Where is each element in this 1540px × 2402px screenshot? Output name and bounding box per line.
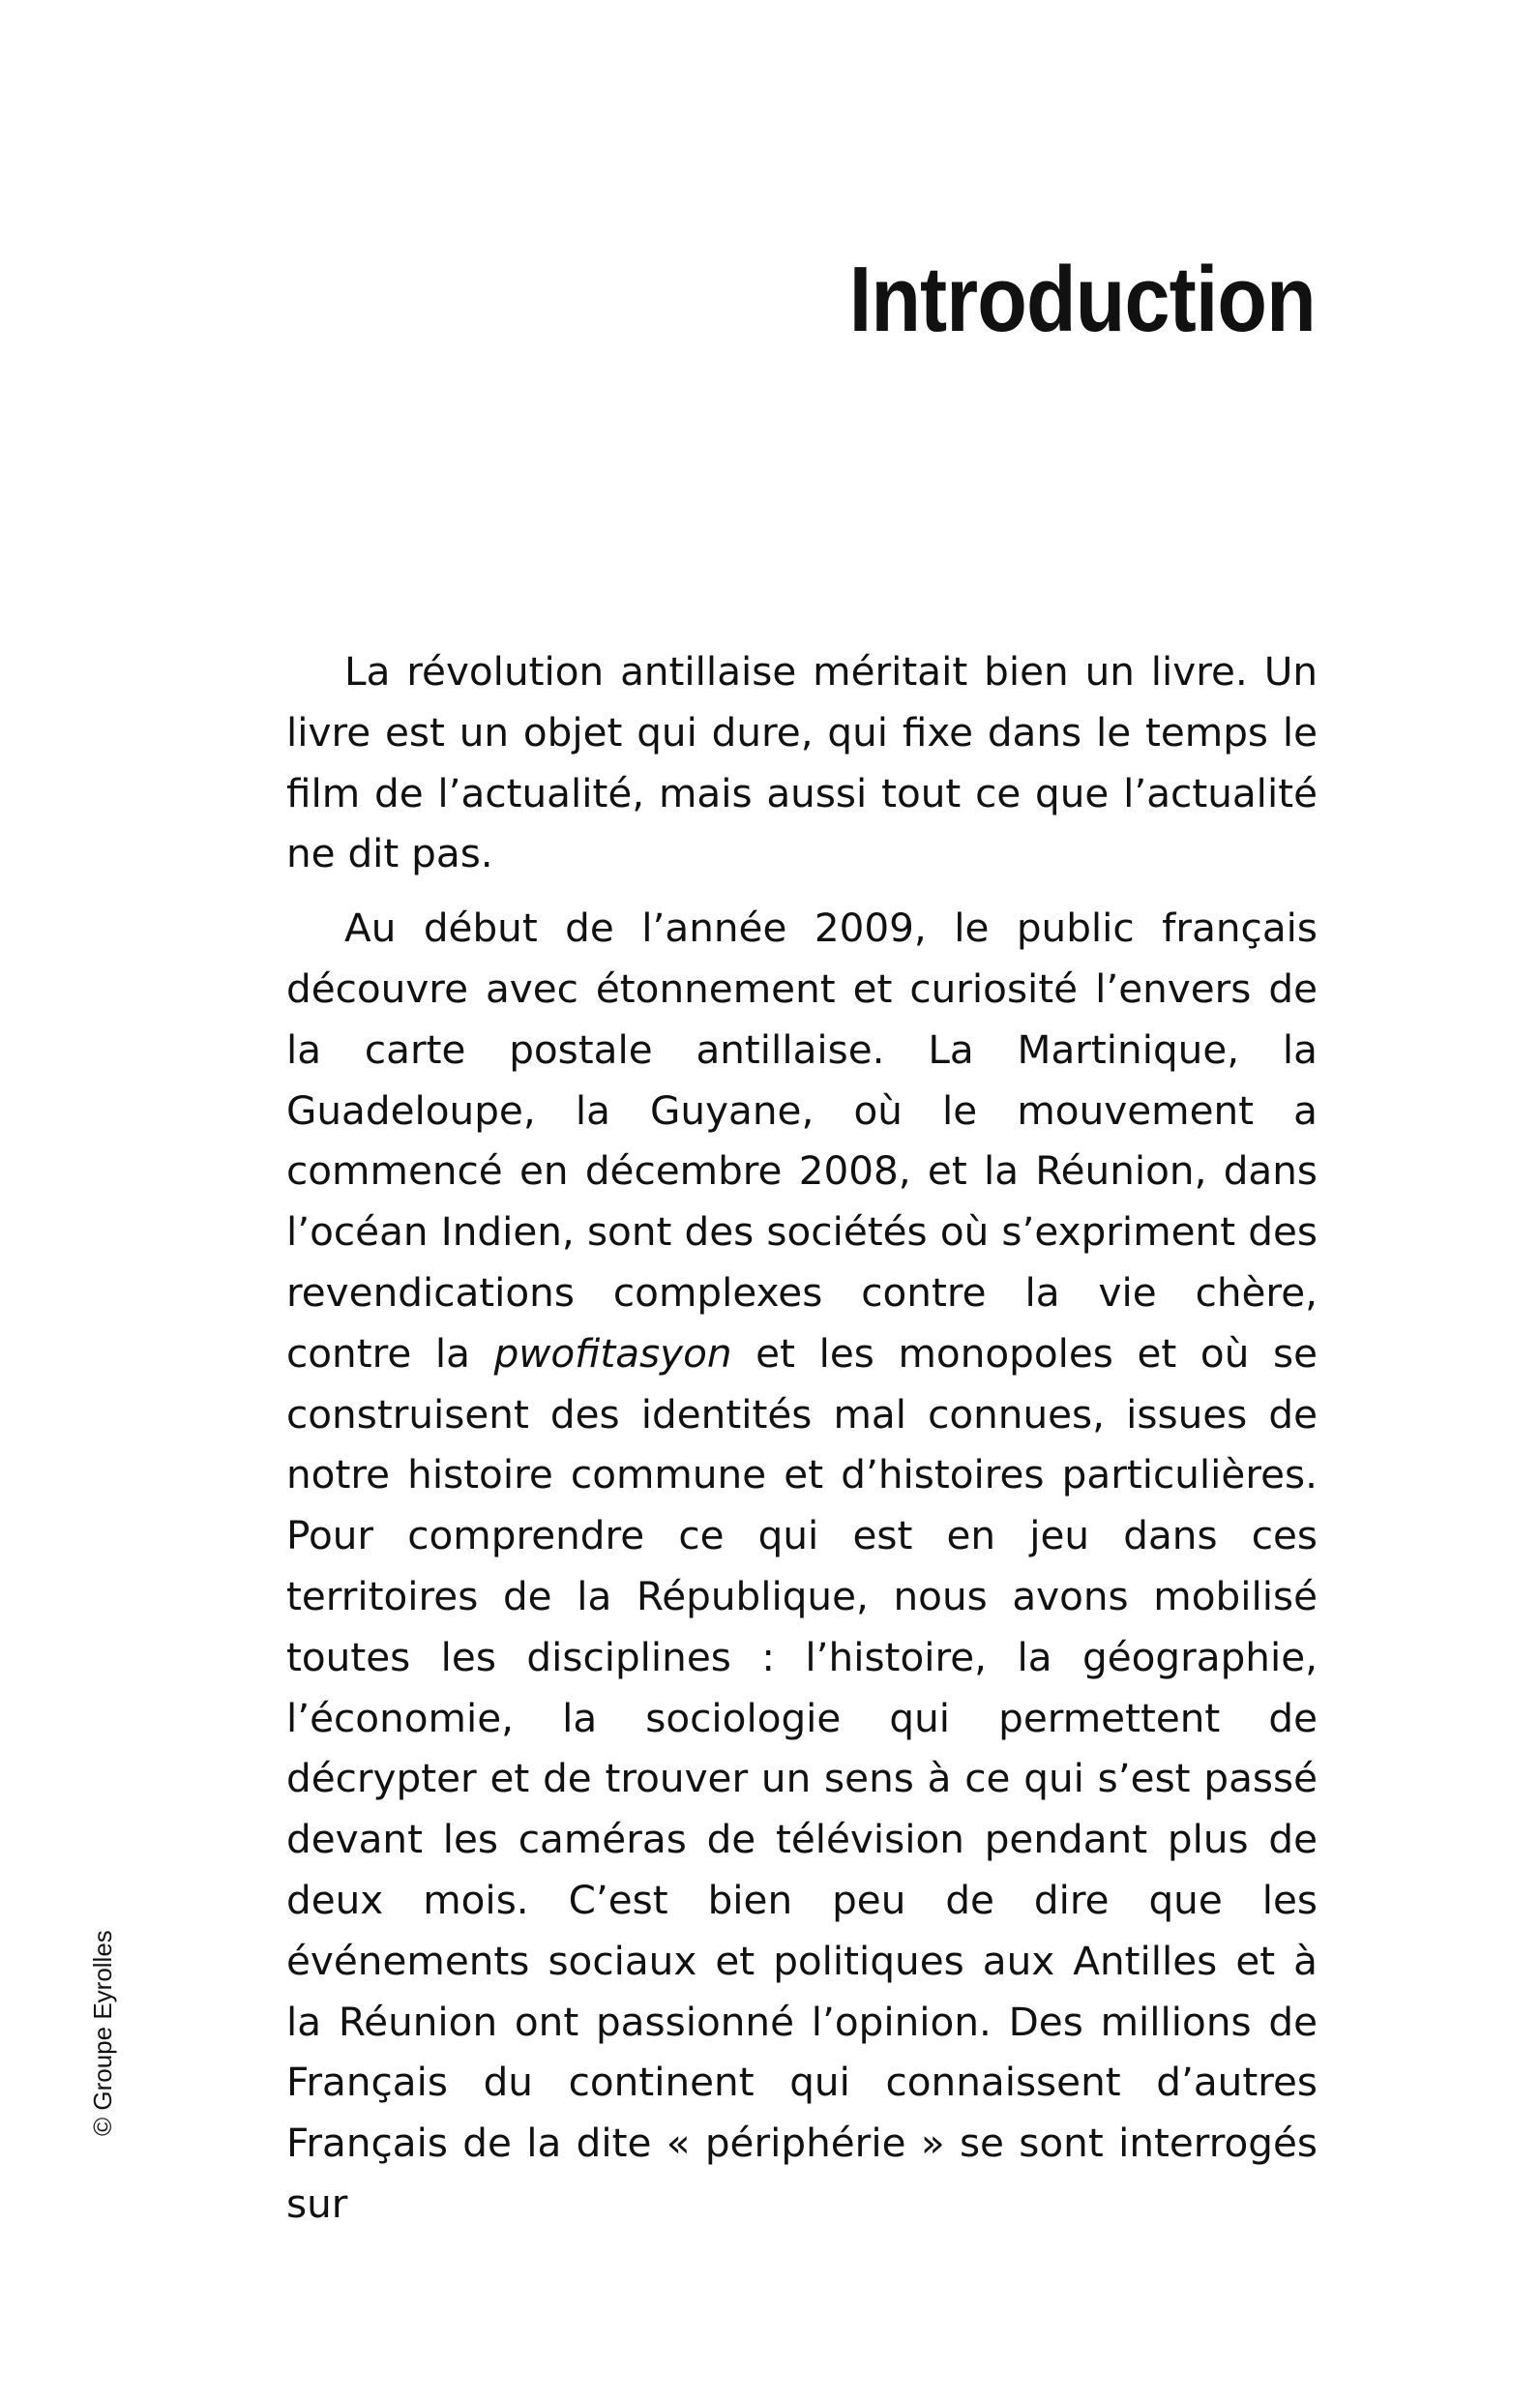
- chapter-title: Introduction: [848, 248, 1316, 351]
- italic-term: pwofitasyon: [493, 1329, 732, 1377]
- paragraph-1: La révolution antillaise méritait bien un livre. Un livre est un objet qui dure, qui fixe dans le temps le film de l’actualité, mais aussi tout ce que l’actualité ne dit pas.: [286, 648, 1318, 877]
- paragraph-2-part-2: et les monopoles et où se construisent des identités mal connues, issues de notre histoire commune et d’histoires particulières. Pour comprendre ce qui est en jeu dans ces territoires de la République, nous avons mobilisé toutes les disciplines : l’histoire, la géographie, l’économie, la sociologie qui permettent de décrypter et de trouver un sens à ce qui s’est passé devant les caméras de télévision pendant plus de deux mois. C’est bien peu de dire que les événements sociaux et politiques aux Antilles et à la Réunion ont passionné l’opinion. Des millions de Français du continent qui connaissent d’autres Français de la dite « périphérie » se sont interrogés sur: [286, 1329, 1318, 2227]
- body-text: [286, 641, 1318, 2235]
- paragraph-2: [286, 898, 1318, 2235]
- copyright-text: © Groupe Eyrolles: [88, 1930, 117, 2136]
- paragraph-2-part-1: Au début de l’année 2009, le public français découvre avec étonnement et curiosité l’envers de la carte postale antillaise. La Martinique, la Guadeloupe, la Guyane, où le mouvement a commencé en décembre 2008, et la Réunion, dans l’océan Indien, sont des sociétés où s’expriment des revendications complexes contre la vie chère, contre la: [286, 904, 1318, 1377]
